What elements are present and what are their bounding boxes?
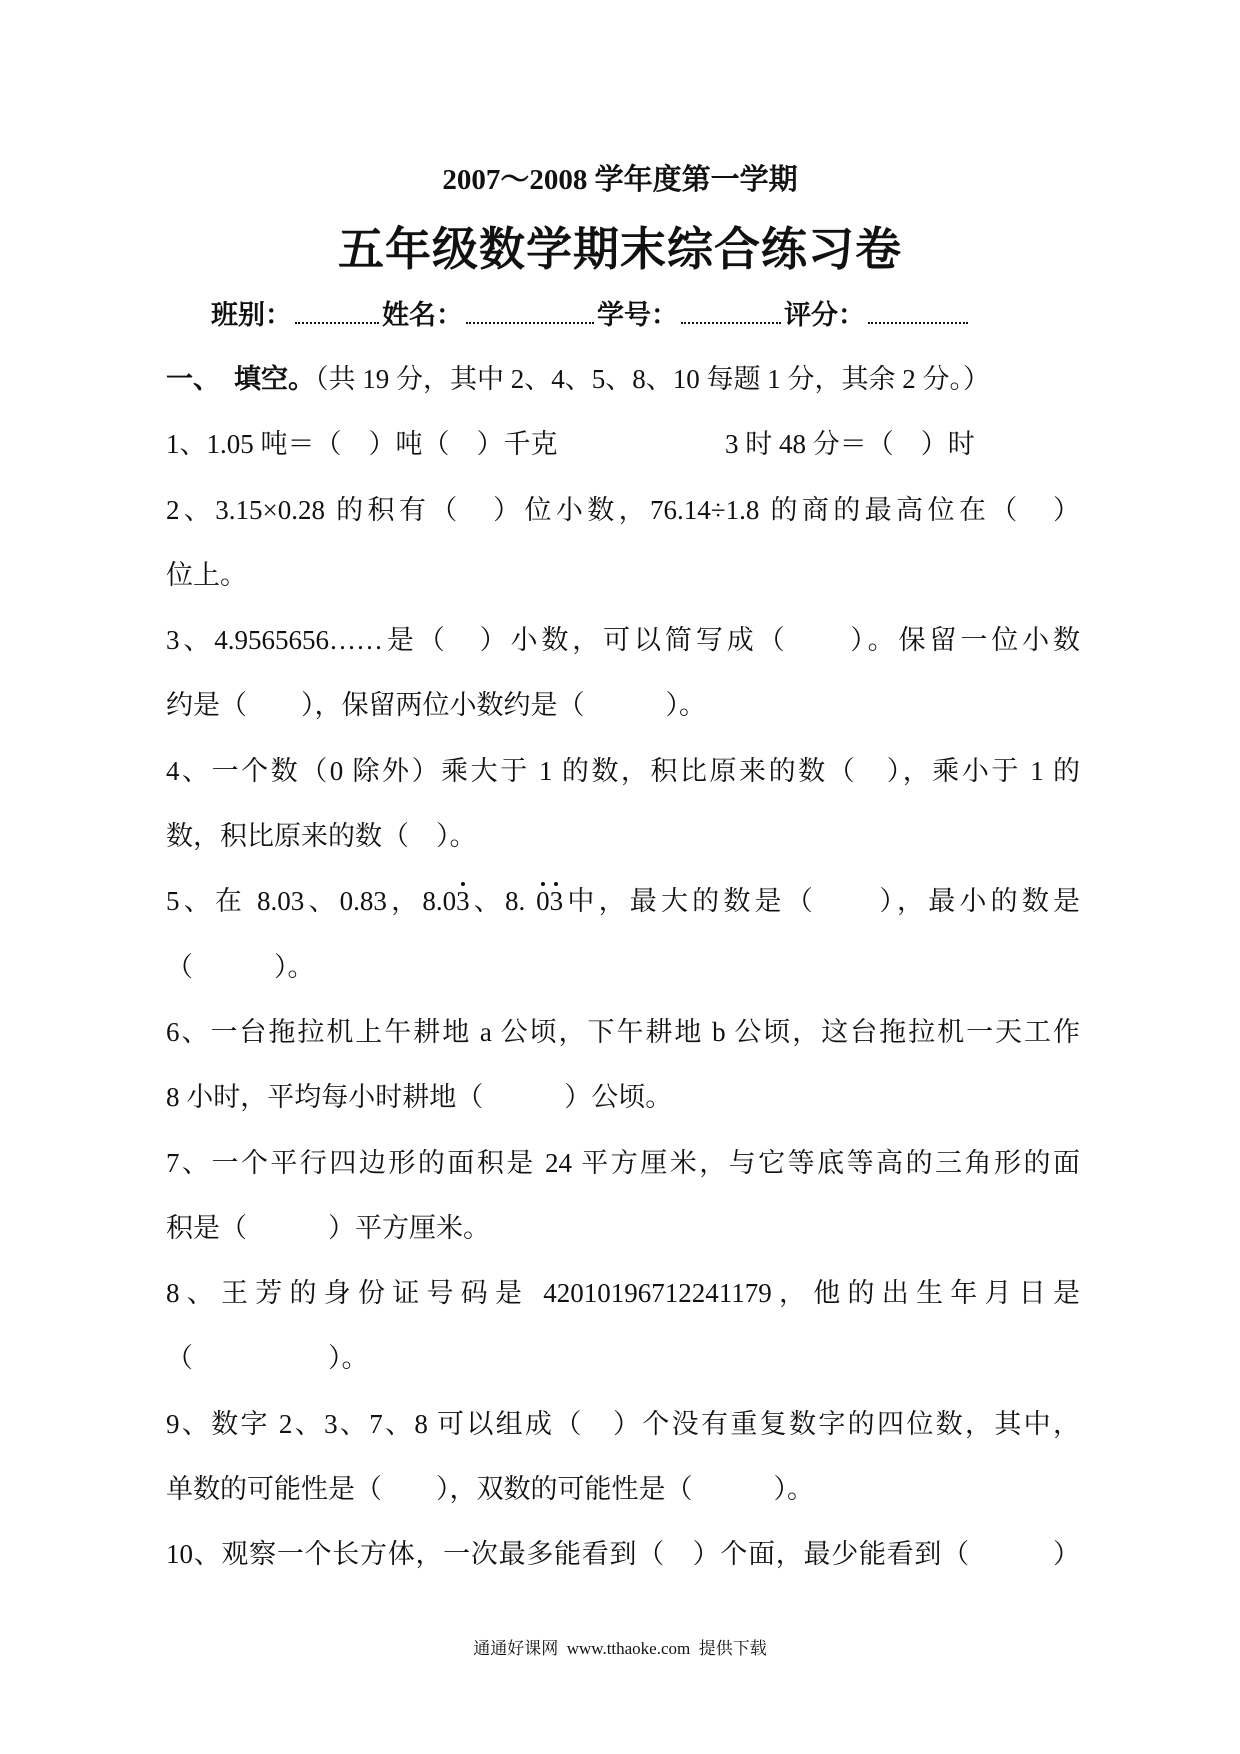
question-8-line-1: 8、王芳的身份证号码是 42010196712241179，他的出生年月日是 bbox=[166, 1278, 1080, 1309]
exam-title: 五年级数学期末综合练习卷 bbox=[338, 224, 902, 275]
question-5-line-1 bbox=[166, 869, 1080, 934]
question-7-line-1: 7、一个平行四边形的面积是 24 平方厘米，与它等底等高的三角形的面 bbox=[166, 1147, 1080, 1178]
question-8-line-2: （ ）。 bbox=[166, 1343, 369, 1374]
score-blank bbox=[868, 302, 968, 324]
download-footer: 通通好课网 www.tthaoke.com 提供下载 bbox=[473, 1639, 767, 1658]
question-6-line-1: 6、一台拖拉机上午耕地 a 公顷，下午耕地 b 公顷，这台拖拉机一天工作 bbox=[166, 1016, 1080, 1047]
repeating-digit: 3 bbox=[456, 886, 470, 917]
score-label: 评分： bbox=[784, 300, 865, 330]
question-3-line-1: 3、4.9565656……是（ ）小数，可以简写成（ ）。保留一位小数 bbox=[166, 625, 1080, 656]
question-2-line-1: 2、3.15×0.28 的积有（ ）位小数，76.14÷1.8 的商的最高位在（ ） bbox=[166, 494, 1080, 525]
term-subtitle: 2007～2008 学年度第一学期 bbox=[442, 164, 798, 196]
question-9-line-1: 9、数字 2、3、7、8 可以组成（ ）个没有重复数字的四位数，其中， bbox=[166, 1408, 1080, 1439]
question-4-line-2: 数，积比原来的数（ ）。 bbox=[166, 821, 477, 852]
question-3-line-2: 约是（ ），保留两位小数约是（ ）。 bbox=[166, 690, 706, 721]
question-5-line-2: （ ）。 bbox=[166, 951, 315, 982]
question-5-text-c: 中，最大的数是（ ），最小的数是 bbox=[563, 886, 1081, 917]
question-10-line-1: 10、观察一个长方体，一次最多能看到（ ）个面，最少能看到（ ） bbox=[166, 1539, 1080, 1570]
student-number-label: 学号： bbox=[597, 300, 678, 330]
student-info-line bbox=[211, 283, 971, 348]
class-blank bbox=[295, 302, 379, 324]
name-label: 姓名： bbox=[382, 300, 463, 330]
question-1 bbox=[166, 412, 1080, 477]
exam-body bbox=[166, 347, 1080, 1588]
name-blank bbox=[466, 302, 594, 324]
section-1-heading bbox=[166, 347, 1080, 412]
question-1-part-a: 1、1.05 吨＝（ ）吨（ ）千克 bbox=[166, 429, 558, 460]
class-label: 班别： bbox=[211, 300, 292, 330]
repeating-digit: 3 bbox=[549, 886, 564, 917]
section-number: 一、 bbox=[166, 364, 220, 394]
student-number-blank bbox=[681, 302, 781, 324]
question-6-line-2: 8 小时，平均每小时耕地（ ）公顷。 bbox=[166, 1082, 673, 1113]
question-5-text-a: 5、在 8.03、0.83，8.0 bbox=[166, 886, 457, 917]
section-title: 填空。 bbox=[234, 364, 315, 394]
question-2-line-2: 位上。 bbox=[166, 559, 247, 590]
question-7-line-2: 积是（ ）平方厘米。 bbox=[166, 1212, 490, 1243]
question-1-part-b: 3 时 48 分＝（ ）时 bbox=[725, 429, 975, 460]
repeating-digit: 0 bbox=[536, 886, 550, 917]
question-4-line-1: 4、一个数（0 除外）乘大于 1 的数，积比原来的数（ ），乘小于 1 的 bbox=[166, 755, 1080, 786]
question-5-text-b: 、8. bbox=[469, 886, 537, 917]
section-instructions: （共 19 分，其中 2、4、5、8、10 每题 1 分，其余 2 分。） bbox=[315, 364, 990, 394]
question-9-line-2: 单数的可能性是（ ），双数的可能性是（ ）。 bbox=[166, 1474, 814, 1505]
